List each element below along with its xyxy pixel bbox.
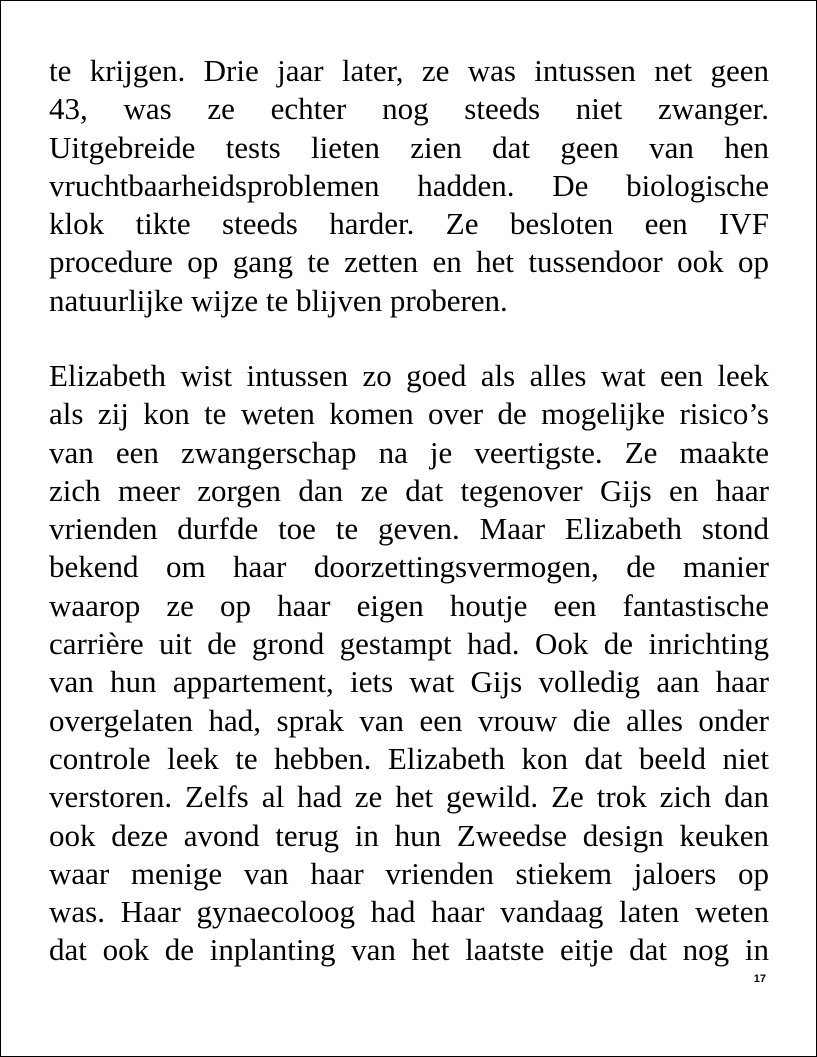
paragraph-2	[49, 357, 769, 970]
text-line: als zij kon te weten komen over de mogelijke risico’s	[49, 396, 769, 432]
text-line: van een zwangerschap na je veertigste. Ze maakte	[49, 434, 769, 470]
text-line: dat ook de inplanting van het laatste eitje dat nog in	[49, 932, 769, 968]
text-line: carrière uit de grond gestampt had. Ook de inrichting	[49, 626, 769, 662]
paragraph-1	[49, 52, 769, 320]
text-line: waarop ze op haar eigen houtje een fantastische	[49, 587, 769, 623]
text-line: bekend om haar doorzettingsvermogen, de manier	[49, 549, 769, 585]
text-line: controle leek te hebben. Elizabeth kon dat beeld niet	[49, 740, 769, 776]
text-line: natuurlijke wijze te blijven proberen.	[49, 282, 508, 318]
text-line: Elizabeth wist intussen zo goed als alles wat een leek	[49, 358, 769, 393]
text-line: te krijgen. Drie jaar later, ze was intussen net geen	[49, 53, 769, 88]
text-line: overgelaten had, sprak van een vrouw die alles onder	[49, 702, 769, 738]
text-line: procedure op gang te zetten en het tussendoor ook op	[49, 244, 769, 280]
text-line: was. Haar gynaecoloog had haar vandaag laten weten	[49, 894, 769, 930]
text-line: vruchtbaarheidsproblemen hadden. De biologische	[49, 167, 769, 203]
text-line: waar menige van haar vrienden stiekem jaloers op	[49, 855, 769, 891]
text-line: Uitgebreide tests lieten zien dat geen van hen	[49, 129, 769, 165]
page-number: 17	[753, 973, 766, 985]
text-line: van hun appartement, iets wat Gijs volledig aan haar	[49, 664, 769, 700]
text-line: vrienden durfde toe te geven. Maar Elizabeth stond	[49, 511, 769, 547]
text-line: 43, was ze echter nog steeds niet zwanger.	[49, 91, 769, 127]
text-line: zich meer zorgen dan ze dat tegenover Gijs en haar	[49, 472, 769, 508]
text-line: klok tikte steeds harder. Ze besloten een IVF	[49, 206, 769, 242]
text-line: verstoren. Zelfs al had ze het gewild. Ze trok zich dan	[49, 779, 769, 815]
text-line: ook deze avond terug in hun Zweedse design keuken	[49, 817, 769, 853]
